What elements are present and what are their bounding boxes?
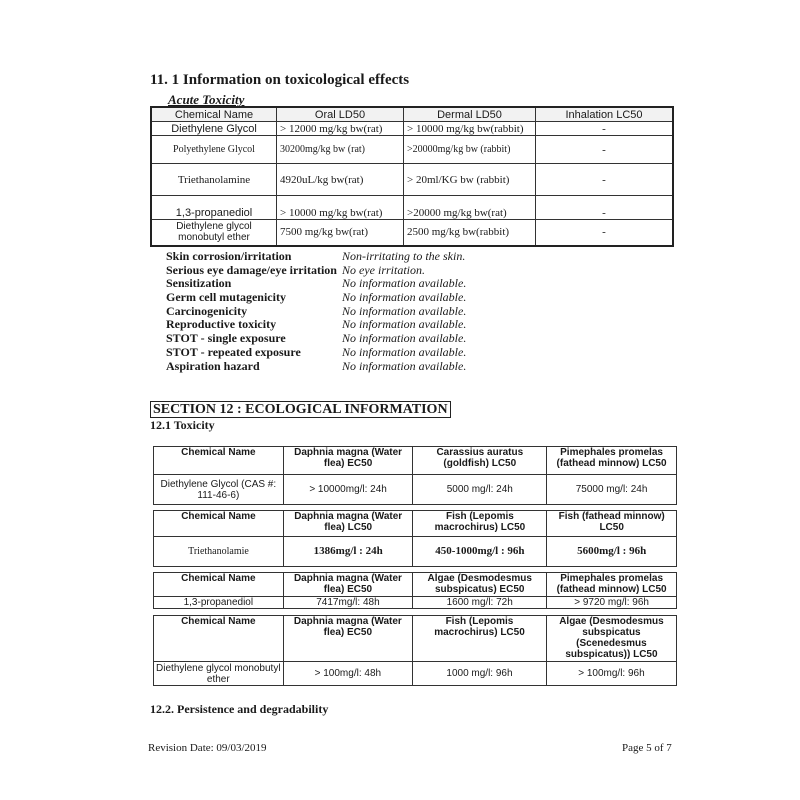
column-header: Chemical Name — [154, 511, 284, 537]
eco-table-diethylene-glycol — [153, 446, 677, 505]
column-header: Algae (Desmodesmus subspicatus (Scenedesmus subspicatus)) LC50 — [546, 616, 676, 662]
column-header: Fish (Lepomis macrochirus) LC50 — [413, 511, 547, 537]
column-header: Chemical Name — [154, 447, 284, 475]
property-label: Reproductive toxicity — [166, 317, 277, 332]
property-label: STOT - single exposure — [166, 331, 286, 346]
table-cell: > 100mg/l: 96h — [546, 662, 676, 686]
column-header: Daphnia magna (Water flea) EC50 — [283, 447, 413, 475]
table-cell: 7500 mg/kg bw(rat) — [277, 220, 404, 246]
table-cell: > 10000 mg/kg bw(rat) — [277, 196, 404, 220]
table-cell: > 12000 mg/kg bw(rat) — [277, 122, 404, 136]
list-item — [166, 303, 467, 319]
eco-table-propanediol — [153, 572, 677, 609]
property-label: Aspiration hazard — [166, 358, 260, 373]
table-cell: - — [536, 164, 674, 196]
column-header: Oral LD50 — [277, 107, 404, 122]
toxicology-properties-list — [166, 249, 467, 373]
table-row — [151, 220, 673, 246]
table-cell: 5000 mg/l: 24h — [413, 475, 547, 505]
table-cell: > 10000mg/l: 24h — [283, 475, 413, 505]
column-header: Algae (Desmodesmus subspicatus) EC50 — [413, 573, 547, 597]
list-item — [166, 262, 425, 278]
column-header: Fish (fathead minnow) LC50 — [547, 511, 677, 537]
property-value: No information available. — [342, 344, 467, 359]
table-cell: 2500 mg/kg bw(rabbit) — [404, 220, 536, 246]
eco-table-diethylene-glycol-monobutyl-ether — [153, 615, 677, 686]
table-cell: 1000 mg/l: 96h — [413, 662, 547, 686]
property-label: Sensitization — [166, 276, 232, 291]
list-item — [166, 358, 467, 374]
property-label: Germ cell mutagenicity — [166, 290, 286, 305]
list-item — [166, 249, 466, 264]
table-cell: Diethylene Glycol — [151, 122, 277, 136]
column-header: Chemical Name — [154, 573, 284, 597]
property-label: Serious eye damage/eye irritation — [166, 262, 337, 277]
column-header: Inhalation LC50 — [536, 107, 674, 122]
table-cell: >20000mg/kg bw (rabbit) — [404, 136, 536, 164]
table-cell: 7417mg/l: 48h — [283, 597, 413, 609]
table-cell: 5600mg/l : 96h — [547, 537, 677, 567]
table-row — [154, 597, 677, 609]
column-header: Pimephales promelas (fathead minnow) LC50 — [547, 573, 677, 597]
property-value: No information available. — [342, 317, 467, 332]
acute-toxicity-table — [150, 106, 674, 247]
table-cell: - — [536, 196, 674, 220]
table-header-row — [154, 616, 677, 662]
list-item — [166, 344, 467, 360]
revision-date: Revision Date: 09/03/2019 — [148, 742, 267, 754]
list-item — [166, 290, 467, 305]
list-item — [166, 331, 467, 346]
property-value: No information available. — [342, 303, 467, 318]
table-cell: Diethylene glycol monobutyl ether — [151, 220, 277, 246]
property-value: No information available. — [342, 358, 467, 373]
property-value: No information available. — [342, 276, 467, 291]
table-cell: > 20ml/KG bw (rabbit) — [404, 164, 536, 196]
property-label: Carcinogenicity — [166, 303, 248, 318]
table-row — [154, 475, 677, 505]
property-value: No eye irritation. — [342, 262, 425, 277]
table-row — [154, 537, 677, 567]
table-row — [151, 122, 673, 136]
column-header: Daphnia magna (Water flea) EC50 — [283, 616, 412, 662]
property-label: STOT - repeated exposure — [166, 344, 301, 359]
list-item — [166, 317, 467, 332]
table-row — [151, 136, 673, 164]
table-cell: 1386mg/l : 24h — [283, 537, 413, 567]
table-cell: > 100mg/l: 48h — [283, 662, 412, 686]
table-header-row — [154, 447, 677, 475]
property-value: No information available. — [342, 331, 467, 346]
table-cell: Diethylene glycol monobutyl ether — [154, 662, 284, 686]
acute-toxicity-label: Acute Toxicity — [168, 92, 245, 107]
table-cell: - — [536, 136, 674, 164]
column-header: Daphnia magna (Water flea) EC50 — [283, 573, 413, 597]
table-cell: - — [536, 220, 674, 246]
table-cell: 75000 mg/l: 24h — [547, 475, 677, 505]
table-header-row — [154, 573, 677, 597]
property-value: No information available. — [342, 290, 467, 305]
column-header: Carassius auratus (goldfish) LC50 — [413, 447, 547, 475]
table-row — [154, 662, 677, 686]
table-cell: - — [536, 122, 674, 136]
table-cell: 4920uL/kg bw(rat) — [277, 164, 404, 196]
persistence-subheading: 12.2. Persistence and degradability — [150, 702, 329, 716]
page-number: Page 5 of 7 — [622, 742, 672, 754]
list-item — [166, 276, 467, 291]
column-header: Dermal LD50 — [404, 107, 536, 122]
column-header: Chemical Name — [154, 616, 284, 662]
table-header-row — [154, 511, 677, 537]
column-header: Pimephales promelas (fathead minnow) LC50 — [547, 447, 677, 475]
table-row — [151, 164, 673, 196]
eco-table-triethanolamine — [153, 510, 677, 567]
table-header-row — [151, 107, 673, 122]
table-cell: 30200mg/kg bw (rat) — [277, 136, 404, 164]
table-cell: Polyethylene Glycol — [151, 136, 277, 164]
section-12-heading: SECTION 12 : ECOLOGICAL INFORMATION — [150, 401, 451, 418]
property-value: Non-irritating to the skin. — [342, 249, 466, 263]
table-cell: 450-1000mg/l : 96h — [413, 537, 547, 567]
column-header: Fish (Lepomis macrochirus) LC50 — [413, 616, 547, 662]
table-cell: Triethanolamine — [151, 164, 277, 196]
table-cell: Diethylene Glycol (CAS #: 111-46-6) — [154, 475, 284, 505]
table-cell: > 9720 mg/l: 96h — [547, 597, 677, 609]
toxicity-subheading: 12.1 Toxicity — [150, 418, 215, 432]
property-label: Skin corrosion/irritation — [166, 249, 292, 263]
table-cell: 1,3-propanediol — [151, 196, 277, 220]
table-cell: >20000 mg/kg bw(rat) — [404, 196, 536, 220]
table-cell: > 10000 mg/kg bw(rabbit) — [404, 122, 536, 136]
section-11-heading: 11. 1 Information on toxicological effects — [150, 72, 410, 88]
table-cell: 1,3-propanediol — [154, 597, 284, 609]
table-cell: 1600 mg/l: 72h — [413, 597, 547, 609]
column-header: Chemical Name — [151, 107, 277, 122]
column-header: Daphnia magna (Water flea) LC50 — [283, 511, 413, 537]
table-cell: Triethanolamie — [154, 537, 284, 567]
table-row — [151, 196, 673, 220]
